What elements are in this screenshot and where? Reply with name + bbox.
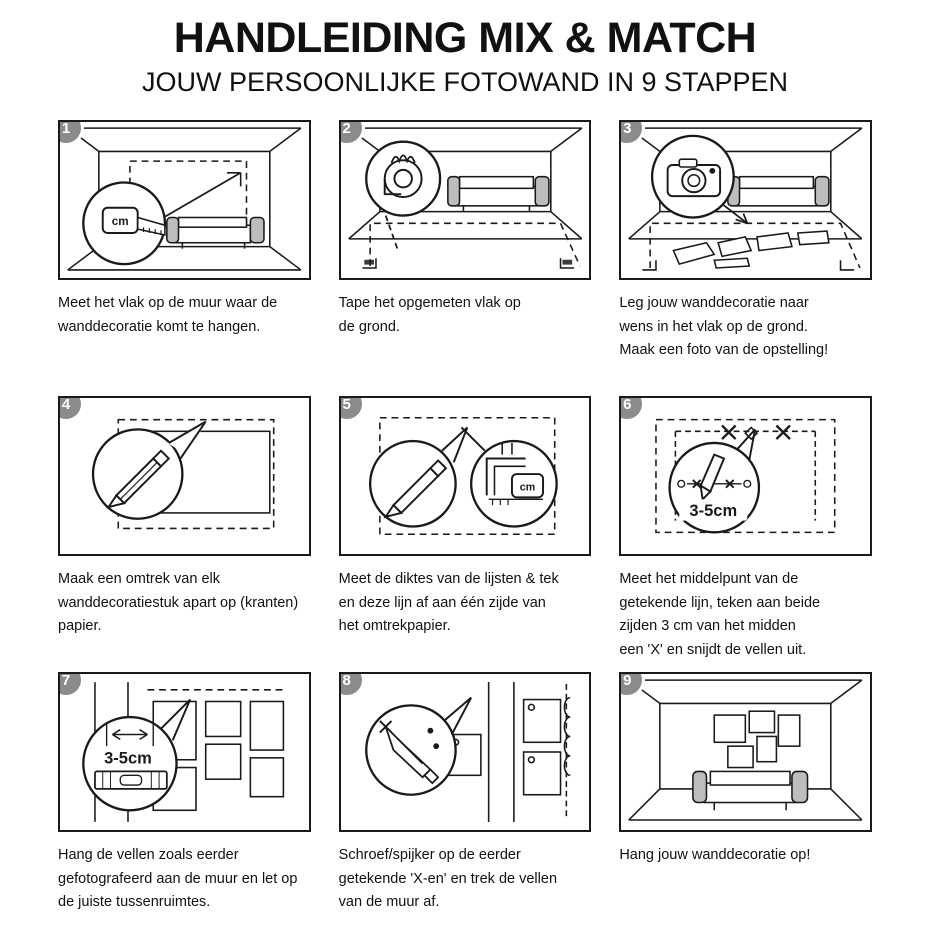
step-number-badge: 7 [58, 672, 81, 695]
caption-line: Leg jouw wanddecoratie naar [619, 295, 809, 312]
step-4 [58, 396, 311, 664]
measure-label: 3-5cm [689, 502, 738, 521]
step-7 [58, 672, 311, 940]
caption-line: papier. [58, 618, 102, 635]
camera-icon [652, 136, 747, 223]
magnifier-bubble-icon [83, 700, 190, 811]
step-number-badge: 3 [619, 120, 642, 143]
step-6 [619, 396, 872, 664]
framed-gallery-wall-icon [715, 711, 800, 767]
caption-line: Hang jouw wanddecoratie op! [619, 847, 811, 864]
caption-line: Schroef/spijker op de eerder [338, 847, 521, 864]
room-measure-diagram [60, 122, 309, 278]
caption-line: de grond. [338, 318, 400, 335]
step-number-badge: 9 [619, 672, 642, 695]
magnifier-bubble-icon [370, 428, 467, 527]
sofa-icon [448, 177, 549, 212]
cross-mark-icon [722, 426, 790, 440]
step-4-illustration [58, 396, 311, 556]
sofa-icon [728, 177, 829, 206]
caption-line: zijden 3 cm van het midden [619, 618, 796, 635]
caption-line: wanddecoratie komt te hangen. [58, 318, 261, 335]
step-9-caption [619, 844, 872, 940]
caption-line: van de muur af. [338, 894, 440, 911]
page-title: HANDLEIDING MIX & MATCH [173, 14, 757, 62]
step-2-caption [339, 292, 592, 388]
step-8 [339, 672, 592, 940]
caption-line: Meet het vlak op de muur waar de [58, 295, 278, 312]
tape-floor-diagram [341, 122, 590, 278]
caption-line: getekende lijn, teken aan beide [619, 594, 821, 611]
step-1-caption [58, 292, 311, 388]
step-8-caption [339, 844, 592, 940]
step-3 [619, 120, 872, 388]
step-number-badge: 4 [58, 396, 81, 419]
finished-gallery-diagram [621, 674, 870, 830]
step-9-illustration [619, 672, 872, 832]
tape-roll-icon [366, 142, 440, 249]
caption-line: het omtrekpapier. [338, 618, 451, 635]
magnifier-bubble-icon [366, 698, 471, 795]
caption-line: wens in het vlak op de grond. [619, 318, 808, 335]
dashed-floor-area-icon [370, 224, 580, 267]
sofa-icon [167, 218, 264, 249]
caption-line: wanddecoratiestuk apart op (kranten) [58, 594, 299, 611]
midpoint-mark-diagram [621, 398, 870, 554]
tape-corner-icon [362, 258, 574, 268]
caption-line: een 'X' en snijdt de vellen uit. [619, 641, 807, 658]
step-7-illustration [58, 672, 311, 832]
step-5-illustration [339, 396, 592, 556]
sofa-icon [693, 772, 808, 811]
step-6-caption [619, 568, 872, 664]
step-8-illustration [339, 672, 592, 832]
step-1 [58, 120, 311, 388]
step-3-caption [619, 292, 872, 388]
caption-line: Hang de vellen zoals eerder [58, 847, 239, 864]
hang-sheets-diagram [60, 674, 309, 830]
step-number-badge: 6 [619, 396, 642, 419]
step-3-illustration [619, 120, 872, 280]
tape-measure-icon [83, 183, 165, 265]
measure-label: 3-5cm [104, 749, 152, 768]
step-4-caption [58, 568, 311, 664]
step-2-illustration [339, 120, 592, 280]
step-number-badge: 2 [339, 120, 362, 143]
step-9 [619, 672, 872, 940]
trace-outline-diagram [60, 398, 309, 554]
step-number-badge: 8 [339, 672, 362, 695]
frames-on-floor-icon [674, 231, 829, 268]
step-5-caption [339, 568, 592, 664]
caption-line: Maak een foto van de opstelling! [619, 342, 829, 359]
caption-line: Meet de diktes van de lijsten & tek [338, 571, 559, 588]
step-6-illustration [619, 396, 872, 556]
caption-line: getekende 'X-en' en trek de vellen [338, 870, 558, 887]
step-number-badge: 5 [339, 396, 362, 419]
page-subtitle: JOUW PERSOONLIJKE FOTOWAND IN 9 STAPPEN [141, 67, 789, 98]
tape-label: cm [111, 215, 129, 229]
caption-line: Meet het middelpunt van de [619, 571, 799, 588]
caption-line: Maak een omtrek van elk [58, 571, 220, 588]
step-5 [339, 396, 592, 664]
caption-line: de juiste tussenruimtes. [58, 894, 211, 911]
caption-line: Tape het opgemeten vlak op [338, 295, 521, 312]
page-header [0, 0, 930, 98]
step-7-caption [58, 844, 311, 940]
tape-label: cm [519, 481, 535, 494]
screw-and-remove-diagram [341, 674, 590, 830]
step-2 [339, 120, 592, 388]
distance-label [680, 500, 748, 521]
caption-line: gefotografeerd aan de muur en let op [58, 870, 298, 887]
caption-line: en deze lijn af aan één zijde van [338, 594, 546, 611]
frame-thickness-diagram [341, 398, 590, 554]
spirit-level-icon [95, 772, 167, 789]
step-number-badge: 1 [58, 120, 81, 143]
step-1-illustration [58, 120, 311, 280]
photo-layout-diagram [621, 122, 870, 278]
steps-grid [0, 120, 930, 940]
frame-edge-magnifier-icon [461, 428, 556, 527]
